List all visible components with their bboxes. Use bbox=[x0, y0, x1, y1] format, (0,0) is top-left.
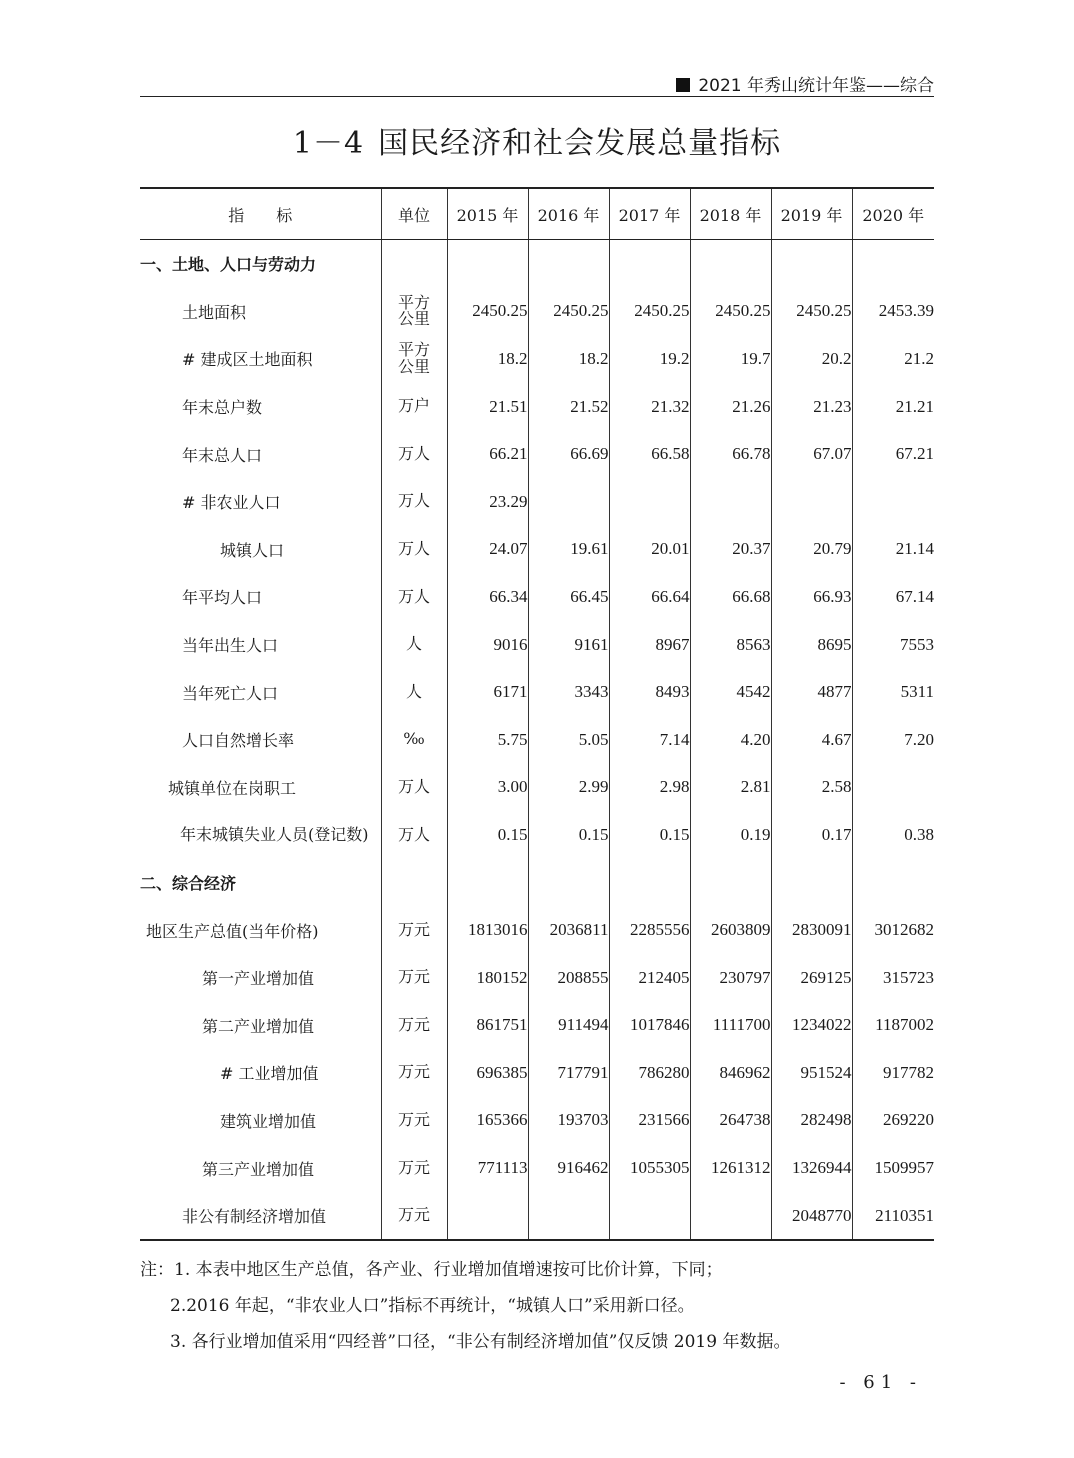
table-header-row bbox=[140, 188, 934, 240]
unit-cell: 万人 bbox=[381, 478, 447, 526]
section-row bbox=[140, 240, 934, 288]
value-cell: 951524 bbox=[771, 1049, 852, 1097]
value-cell: 7.20 bbox=[852, 716, 934, 764]
value-cell: 1187002 bbox=[852, 1002, 934, 1050]
value-cell: 0.15 bbox=[609, 811, 690, 859]
value-cell bbox=[609, 478, 690, 526]
value-cell: 66.93 bbox=[771, 573, 852, 621]
page-number: - 61 - bbox=[839, 1372, 922, 1393]
value-cell: 2450.25 bbox=[528, 288, 609, 336]
indicator-label: 年末城镇失业人员(登记数) bbox=[148, 824, 369, 844]
value-cell: 231566 bbox=[609, 1097, 690, 1145]
indicator-label: 城镇单位在岗职工 bbox=[168, 778, 297, 798]
value-cell bbox=[690, 478, 771, 526]
value-cell: 5.05 bbox=[528, 716, 609, 764]
value-cell: 6171 bbox=[447, 668, 528, 716]
value-cell: 315723 bbox=[852, 954, 934, 1002]
value-cell: 4542 bbox=[690, 668, 771, 716]
value-cell: 8493 bbox=[609, 668, 690, 716]
value-cell: 0.17 bbox=[771, 811, 852, 859]
table-row bbox=[140, 573, 934, 621]
value-cell: 7553 bbox=[852, 621, 934, 669]
value-cell: 1111700 bbox=[690, 1002, 771, 1050]
unit-cell bbox=[381, 240, 447, 288]
footnote: 3. 各行业增加值采用“四经普”口径，“非公有制经济增加值”仅反馈 2019 年数据。 bbox=[170, 1332, 791, 1352]
table-title: 国民经济和社会发展总量指标 bbox=[378, 126, 782, 161]
value-cell: 846962 bbox=[690, 1049, 771, 1097]
value-cell: 66.64 bbox=[609, 573, 690, 621]
table-row bbox=[140, 1192, 934, 1241]
unit-cell bbox=[381, 859, 447, 907]
indicator-label: 人口自然增长率 bbox=[182, 731, 295, 751]
header-year: 2018 年 bbox=[690, 188, 771, 240]
indicator-label: 城镇人口 bbox=[220, 540, 285, 560]
value-cell bbox=[690, 1192, 771, 1241]
indicator-label: 第一产业增加值 bbox=[202, 969, 315, 989]
indicator-label: # 工业增加值 bbox=[220, 1064, 319, 1084]
value-cell: 0.15 bbox=[447, 811, 528, 859]
running-header bbox=[140, 68, 934, 97]
unit-cell: 人 bbox=[381, 621, 447, 669]
value-cell bbox=[690, 240, 771, 288]
value-cell bbox=[609, 240, 690, 288]
header-year: 2016 年 bbox=[528, 188, 609, 240]
value-cell: 916462 bbox=[528, 1144, 609, 1192]
value-cell: 717791 bbox=[528, 1049, 609, 1097]
value-cell: 20.2 bbox=[771, 335, 852, 383]
value-cell: 20.01 bbox=[609, 526, 690, 574]
header-year: 2020 年 bbox=[852, 188, 934, 240]
value-cell: 3.00 bbox=[447, 764, 528, 812]
unit-cell: 万元 bbox=[381, 1144, 447, 1192]
value-cell: 269220 bbox=[852, 1097, 934, 1145]
value-cell: 19.7 bbox=[690, 335, 771, 383]
value-cell: 5.75 bbox=[447, 716, 528, 764]
unit-cell: 平方 公里 bbox=[381, 335, 447, 383]
value-cell: 8563 bbox=[690, 621, 771, 669]
value-cell: 3012682 bbox=[852, 906, 934, 954]
value-cell: 66.78 bbox=[690, 430, 771, 478]
value-cell: 2048770 bbox=[771, 1192, 852, 1241]
indicator-label: 年末总户数 bbox=[182, 398, 263, 418]
value-cell bbox=[852, 764, 934, 812]
unit-cell: 万元 bbox=[381, 1192, 447, 1241]
header-text: 2021 年秀山统计年鉴——综合 bbox=[698, 76, 934, 96]
unit-cell: 万人 bbox=[381, 526, 447, 574]
table-row bbox=[140, 430, 934, 478]
indicator-label: 地区生产总值(当年价格) bbox=[146, 921, 319, 941]
unit-cell: 万元 bbox=[381, 1049, 447, 1097]
table-row bbox=[140, 906, 934, 954]
table-row bbox=[140, 811, 934, 859]
value-cell: 230797 bbox=[690, 954, 771, 1002]
value-cell: 2603809 bbox=[690, 906, 771, 954]
value-cell bbox=[528, 478, 609, 526]
value-cell: 165366 bbox=[447, 1097, 528, 1145]
table-row bbox=[140, 1144, 934, 1192]
value-cell: 67.14 bbox=[852, 573, 934, 621]
unit-cell: 万人 bbox=[381, 573, 447, 621]
table-row bbox=[140, 526, 934, 574]
value-cell: 21.21 bbox=[852, 383, 934, 431]
value-cell: 21.32 bbox=[609, 383, 690, 431]
value-cell: 1261312 bbox=[690, 1144, 771, 1192]
indicator-label: 土地面积 bbox=[182, 302, 247, 322]
value-cell: 1813016 bbox=[447, 906, 528, 954]
table-row bbox=[140, 335, 934, 383]
footnote: 注：1. 本表中地区生产总值，各产业、行业增加值增速按可比价计算，下同； bbox=[140, 1260, 723, 1280]
value-cell: 0.15 bbox=[528, 811, 609, 859]
value-cell bbox=[852, 478, 934, 526]
value-cell: 917782 bbox=[852, 1049, 934, 1097]
header-year: 2017 年 bbox=[609, 188, 690, 240]
value-cell: 2.98 bbox=[609, 764, 690, 812]
value-cell: 0.19 bbox=[690, 811, 771, 859]
table-row bbox=[140, 478, 934, 526]
value-cell: 66.34 bbox=[447, 573, 528, 621]
table-row bbox=[140, 288, 934, 336]
value-cell: 0.38 bbox=[852, 811, 934, 859]
value-cell bbox=[852, 859, 934, 907]
value-cell: 264738 bbox=[690, 1097, 771, 1145]
value-cell bbox=[771, 240, 852, 288]
value-cell: 19.61 bbox=[528, 526, 609, 574]
header-year: 2015 年 bbox=[447, 188, 528, 240]
value-cell bbox=[447, 240, 528, 288]
value-cell: 21.52 bbox=[528, 383, 609, 431]
table-row bbox=[140, 621, 934, 669]
value-cell: 786280 bbox=[609, 1049, 690, 1097]
value-cell bbox=[528, 859, 609, 907]
indicator-label: 年平均人口 bbox=[182, 588, 263, 608]
value-cell: 696385 bbox=[447, 1049, 528, 1097]
unit-cell: 万人 bbox=[381, 430, 447, 478]
value-cell: 19.2 bbox=[609, 335, 690, 383]
unit-cell: 万人 bbox=[381, 811, 447, 859]
value-cell bbox=[771, 478, 852, 526]
indicator-label: 第二产业增加值 bbox=[202, 1016, 315, 1036]
value-cell: 180152 bbox=[447, 954, 528, 1002]
value-cell bbox=[771, 859, 852, 907]
value-cell bbox=[447, 859, 528, 907]
value-cell: 212405 bbox=[609, 954, 690, 1002]
value-cell: 1326944 bbox=[771, 1144, 852, 1192]
value-cell: 21.23 bbox=[771, 383, 852, 431]
footnotes bbox=[140, 1252, 940, 1360]
value-cell: 21.14 bbox=[852, 526, 934, 574]
unit-cell: 万元 bbox=[381, 906, 447, 954]
value-cell bbox=[852, 240, 934, 288]
value-cell: 1017846 bbox=[609, 1002, 690, 1050]
section-label: 一、土地、人口与劳动力 bbox=[140, 255, 317, 275]
table-row bbox=[140, 383, 934, 431]
value-cell: 2450.25 bbox=[690, 288, 771, 336]
footnote: 2.2016 年起，“非农业人口”指标不再统计，“城镇人口”采用新口径。 bbox=[170, 1296, 695, 1316]
value-cell: 2110351 bbox=[852, 1192, 934, 1241]
value-cell bbox=[528, 1192, 609, 1241]
unit-cell: 万元 bbox=[381, 1097, 447, 1145]
value-cell: 8695 bbox=[771, 621, 852, 669]
section-label: 二、综合经济 bbox=[140, 874, 237, 894]
indicator-label: 非公有制经济增加值 bbox=[140, 1192, 381, 1241]
indicator-label: 当年出生人口 bbox=[182, 636, 279, 656]
value-cell: 66.68 bbox=[690, 573, 771, 621]
value-cell bbox=[609, 1192, 690, 1241]
value-cell: 2450.25 bbox=[771, 288, 852, 336]
value-cell bbox=[447, 1192, 528, 1241]
indicator-label: 第三产业增加值 bbox=[202, 1159, 315, 1179]
value-cell: 66.21 bbox=[447, 430, 528, 478]
table-row bbox=[140, 1049, 934, 1097]
value-cell: 21.2 bbox=[852, 335, 934, 383]
unit-cell: 平方 公里 bbox=[381, 288, 447, 336]
value-cell: 9016 bbox=[447, 621, 528, 669]
unit-cell: 万元 bbox=[381, 1002, 447, 1050]
value-cell: 282498 bbox=[771, 1097, 852, 1145]
value-cell: 20.79 bbox=[771, 526, 852, 574]
value-cell: 66.58 bbox=[609, 430, 690, 478]
value-cell: 24.07 bbox=[447, 526, 528, 574]
value-cell: 18.2 bbox=[528, 335, 609, 383]
value-cell: 2453.39 bbox=[852, 288, 934, 336]
unit-cell: ‰ bbox=[381, 716, 447, 764]
value-cell: 21.26 bbox=[690, 383, 771, 431]
value-cell: 2036811 bbox=[528, 906, 609, 954]
indicator-label: 年末总人口 bbox=[182, 445, 263, 465]
header-year: 2019 年 bbox=[771, 188, 852, 240]
value-cell: 7.14 bbox=[609, 716, 690, 764]
value-cell: 911494 bbox=[528, 1002, 609, 1050]
value-cell: 771113 bbox=[447, 1144, 528, 1192]
unit-cell: 万人 bbox=[381, 764, 447, 812]
indicator-label: 建筑业增加值 bbox=[220, 1111, 317, 1131]
value-cell: 2830091 bbox=[771, 906, 852, 954]
value-cell: 269125 bbox=[771, 954, 852, 1002]
section-row bbox=[140, 859, 934, 907]
value-cell: 193703 bbox=[528, 1097, 609, 1145]
value-cell: 2.99 bbox=[528, 764, 609, 812]
value-cell: 20.37 bbox=[690, 526, 771, 574]
header-indicator: 指 标 bbox=[140, 188, 381, 240]
value-cell: 67.07 bbox=[771, 430, 852, 478]
table-row bbox=[140, 668, 934, 716]
table-row bbox=[140, 1002, 934, 1050]
table-row bbox=[140, 716, 934, 764]
value-cell: 21.51 bbox=[447, 383, 528, 431]
value-cell: 2285556 bbox=[609, 906, 690, 954]
value-cell: 9161 bbox=[528, 621, 609, 669]
table-row bbox=[140, 1097, 934, 1145]
table-row bbox=[140, 954, 934, 1002]
value-cell: 1234022 bbox=[771, 1002, 852, 1050]
value-cell: 1055305 bbox=[609, 1144, 690, 1192]
value-cell: 5311 bbox=[852, 668, 934, 716]
value-cell: 2450.25 bbox=[447, 288, 528, 336]
value-cell: 4.67 bbox=[771, 716, 852, 764]
value-cell bbox=[609, 859, 690, 907]
value-cell: 1509957 bbox=[852, 1144, 934, 1192]
value-cell: 208855 bbox=[528, 954, 609, 1002]
indicator-table bbox=[140, 187, 934, 1241]
header-unit: 单位 bbox=[381, 188, 447, 240]
page-title bbox=[140, 118, 934, 162]
value-cell: 861751 bbox=[447, 1002, 528, 1050]
unit-cell: 万元 bbox=[381, 954, 447, 1002]
table-row bbox=[140, 764, 934, 812]
indicator-label: # 建成区土地面积 bbox=[182, 350, 313, 370]
value-cell bbox=[528, 240, 609, 288]
value-cell: 2.58 bbox=[771, 764, 852, 812]
unit-cell: 万户 bbox=[381, 383, 447, 431]
table-body bbox=[140, 240, 934, 1241]
unit-cell: 人 bbox=[381, 668, 447, 716]
value-cell: 4877 bbox=[771, 668, 852, 716]
indicator-label: 当年死亡人口 bbox=[182, 683, 279, 703]
value-cell: 2.81 bbox=[690, 764, 771, 812]
value-cell: 4.20 bbox=[690, 716, 771, 764]
value-cell bbox=[690, 859, 771, 907]
value-cell: 2450.25 bbox=[609, 288, 690, 336]
value-cell: 3343 bbox=[528, 668, 609, 716]
header-square-icon bbox=[676, 78, 690, 92]
value-cell: 23.29 bbox=[447, 478, 528, 526]
value-cell: 66.69 bbox=[528, 430, 609, 478]
value-cell: 67.21 bbox=[852, 430, 934, 478]
table-number: 1－4 bbox=[292, 126, 365, 161]
indicator-label: # 非农业人口 bbox=[182, 493, 281, 513]
value-cell: 66.45 bbox=[528, 573, 609, 621]
value-cell: 8967 bbox=[609, 621, 690, 669]
value-cell: 18.2 bbox=[447, 335, 528, 383]
